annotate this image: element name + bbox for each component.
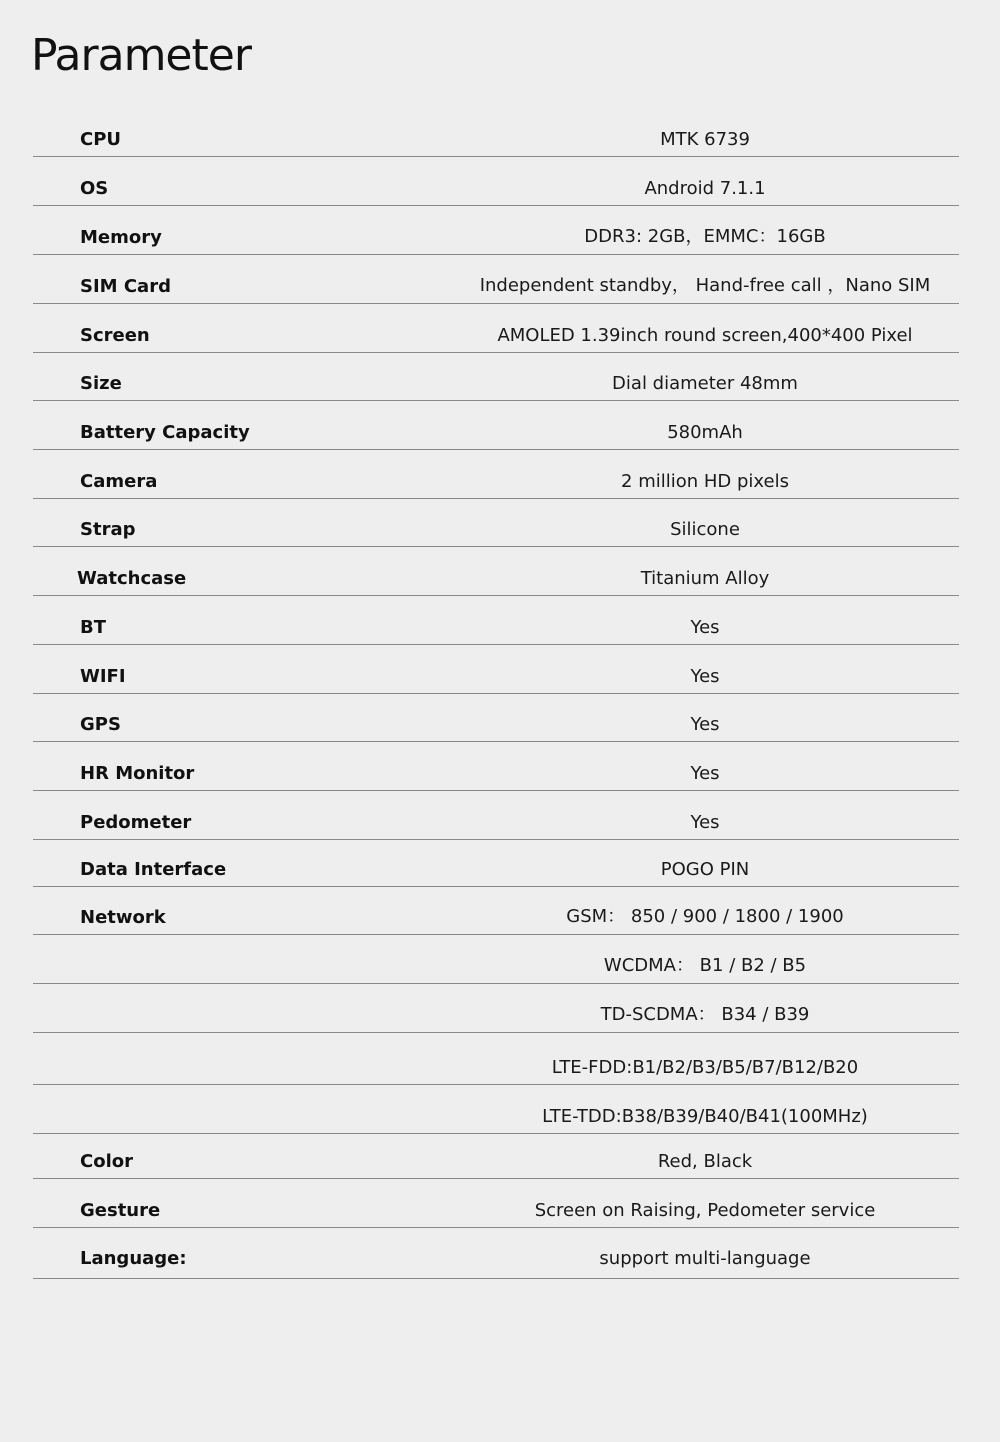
spec-value: Yes	[690, 763, 720, 784]
spec-row-data-interface	[33, 840, 959, 887]
spec-row-wifi	[33, 645, 959, 694]
spec-value: Silicone	[670, 519, 740, 540]
spec-label: Network	[80, 907, 166, 928]
spec-label: Camera	[80, 471, 158, 492]
spec-row-sim-card	[33, 255, 959, 304]
spec-row-cpu	[33, 108, 959, 157]
spec-label: Gesture	[80, 1200, 161, 1221]
spec-label: Color	[80, 1151, 133, 1172]
spec-row-camera	[33, 450, 959, 499]
spec-label: Pedometer	[80, 812, 192, 833]
spec-row-screen	[33, 304, 959, 353]
spec-value: GSM： 850 / 900 / 1800 / 1900	[566, 906, 844, 927]
spec-value: LTE-FDD:B1/B2/B3/B5/B7/B12/B20	[551, 1057, 859, 1078]
spec-row-network-lte-fdd	[33, 1033, 959, 1085]
spec-row-gesture	[33, 1179, 959, 1228]
spec-label: OS	[80, 178, 109, 199]
spec-row-gps	[33, 694, 959, 742]
spec-value: Yes	[690, 714, 720, 735]
spec-value: Titanium Alloy	[640, 568, 770, 589]
spec-value: support multi-language	[599, 1248, 811, 1269]
spec-row-network-td-scdma	[33, 984, 959, 1033]
spec-row-network	[33, 887, 959, 935]
spec-row-os	[33, 157, 959, 206]
spec-label: Screen	[80, 325, 150, 346]
spec-row-watchcase	[33, 547, 959, 596]
spec-label: BT	[80, 617, 106, 638]
spec-label: SIM Card	[80, 276, 171, 297]
spec-value: Yes	[690, 617, 720, 638]
spec-value: AMOLED 1.39inch round screen,400*400 Pixel	[497, 325, 913, 346]
spec-label: CPU	[80, 129, 122, 150]
spec-row-color	[33, 1134, 959, 1179]
spec-label: Battery Capacity	[80, 422, 250, 443]
spec-row-pedometer	[33, 791, 959, 840]
spec-label: WIFI	[80, 666, 126, 687]
spec-label: Watchcase	[77, 568, 187, 589]
spec-label: Data Interface	[80, 859, 227, 880]
spec-value: Independent standby， Hand-free call ，Nano SIM	[479, 275, 931, 296]
spec-label: GPS	[80, 714, 121, 735]
spec-value: Android 7.1.1	[644, 178, 766, 199]
spec-value: WCDMA： B1 / B2 / B5	[603, 955, 807, 976]
spec-value: 580mAh	[667, 422, 743, 443]
spec-row-language	[33, 1228, 959, 1279]
spec-value: MTK 6739	[660, 129, 750, 150]
spec-value: POGO PIN	[660, 859, 750, 880]
spec-row-network-lte-tdd	[33, 1085, 959, 1134]
spec-row-network-wcdma	[33, 935, 959, 984]
spec-row-size	[33, 353, 959, 401]
spec-label: Size	[80, 373, 122, 394]
spec-value: LTE-TDD:B38/B39/B40/B41(100MHz)	[542, 1106, 868, 1127]
spec-value: TD-SCDMA： B34 / B39	[600, 1004, 810, 1025]
spec-label: Language:	[80, 1248, 187, 1269]
spec-label: HR Monitor	[80, 763, 195, 784]
spec-value: Yes	[690, 812, 720, 833]
spec-label: Strap	[80, 519, 136, 540]
spec-value: Red, Black	[657, 1151, 753, 1172]
spec-row-memory	[33, 206, 959, 255]
spec-value: Yes	[690, 666, 720, 687]
spec-value: DDR3: 2GB，EMMC：16GB	[584, 226, 826, 247]
spec-row-strap	[33, 499, 959, 547]
spec-value: Screen on Raising, Pedometer service	[534, 1200, 876, 1221]
spec-value: Dial diameter 48mm	[612, 373, 798, 394]
spec-label: Memory	[80, 227, 162, 248]
spec-row-hr-monitor	[33, 742, 959, 791]
spec-row-battery-capacity	[33, 401, 959, 450]
page-title: Parameter	[31, 30, 251, 81]
spec-value: 2 million HD pixels	[621, 471, 789, 492]
spec-row-bt	[33, 596, 959, 645]
